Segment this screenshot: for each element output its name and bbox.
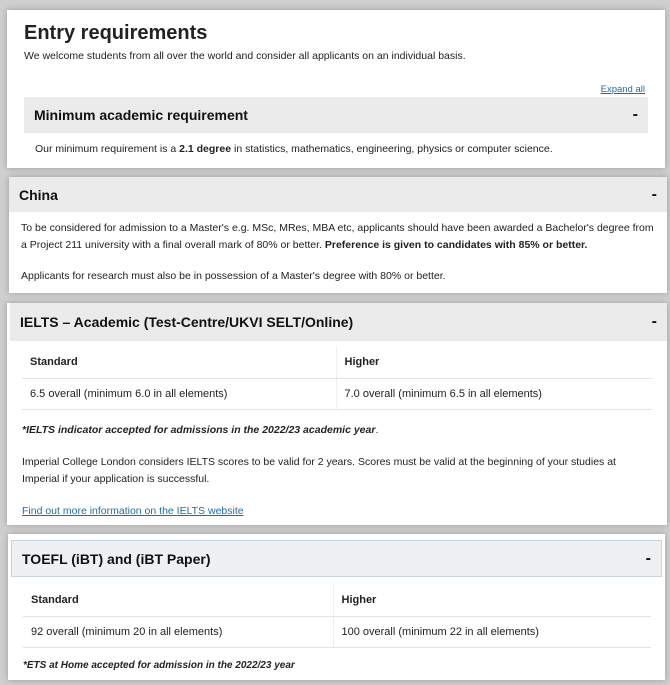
expand-all-link[interactable]: Expand all <box>600 84 645 95</box>
china-panel <box>9 177 667 293</box>
page-title: Entry requirements <box>24 22 208 44</box>
ielts-validity-text: Imperial College London considers IELTS scores to be valid for 2 years. Scores must be valid at the beginning of your studies at Imperial if your application is successful. <box>22 456 616 485</box>
table-header-row <box>23 585 651 616</box>
collapse-icon[interactable]: - <box>645 549 651 567</box>
ielts-header[interactable] <box>10 303 667 341</box>
ielts-title: IELTS – Academic (Test-Centre/UKVI SELT/Online) <box>20 314 354 330</box>
collapse-icon[interactable]: - <box>632 106 638 123</box>
toefl-table <box>23 585 651 648</box>
cell-standard: 92 overall (minimum 20 in all elements) <box>23 616 333 647</box>
col-standard: Standard <box>22 347 336 378</box>
toefl-title: TOEFL (iBT) and (iBT Paper) <box>22 550 211 567</box>
ielts-table <box>22 347 652 410</box>
china-header[interactable] <box>9 177 667 212</box>
min-academic-header[interactable] <box>24 97 648 133</box>
china-para-2: Applicants for research must also be in possession of a Master's degree with 80% or better. <box>21 270 446 282</box>
collapse-icon[interactable]: - <box>651 185 657 203</box>
toefl-note: *ETS at Home accepted for admission in the 2022/23 year <box>23 660 295 671</box>
min-academic-title: Minimum academic requirement <box>34 107 248 123</box>
china-title: China <box>19 186 58 203</box>
entry-requirements-panel <box>7 10 665 168</box>
intro-text: We welcome students from all over the world and consider all applicants on an individual basis. <box>24 50 466 62</box>
table-row <box>22 378 652 409</box>
cell-higher: 7.0 overall (minimum 6.5 in all elements) <box>336 378 652 409</box>
table-header-row <box>22 347 652 378</box>
table-row <box>23 616 651 647</box>
col-standard: Standard <box>23 585 333 616</box>
cell-standard: 6.5 overall (minimum 6.0 in all elements) <box>22 378 336 409</box>
ielts-panel <box>7 303 667 525</box>
cell-higher: 100 overall (minimum 22 in all elements) <box>333 616 651 647</box>
china-para-1: To be considered for admission to a Master's e.g. MSc, MRes, MBA etc, applicants should have been awarded a Bachelor's degree from a Project 211 university with a final overall mark of 80% or better. Preference is given to candidates with 85% or better. <box>21 222 654 251</box>
col-higher: Higher <box>333 585 651 616</box>
ielts-note: *IELTS indicator accepted for admissions in the 2022/23 academic year. <box>22 424 379 436</box>
toefl-header[interactable] <box>11 540 662 577</box>
min-academic-text: Our minimum requirement is a 2.1 degree in statistics, mathematics, engineering, physics or computer science. <box>35 143 553 155</box>
collapse-icon[interactable]: - <box>651 313 657 330</box>
col-higher: Higher <box>336 347 652 378</box>
ielts-website-link[interactable]: Find out more information on the IELTS website <box>22 505 244 517</box>
toefl-panel <box>8 534 665 680</box>
